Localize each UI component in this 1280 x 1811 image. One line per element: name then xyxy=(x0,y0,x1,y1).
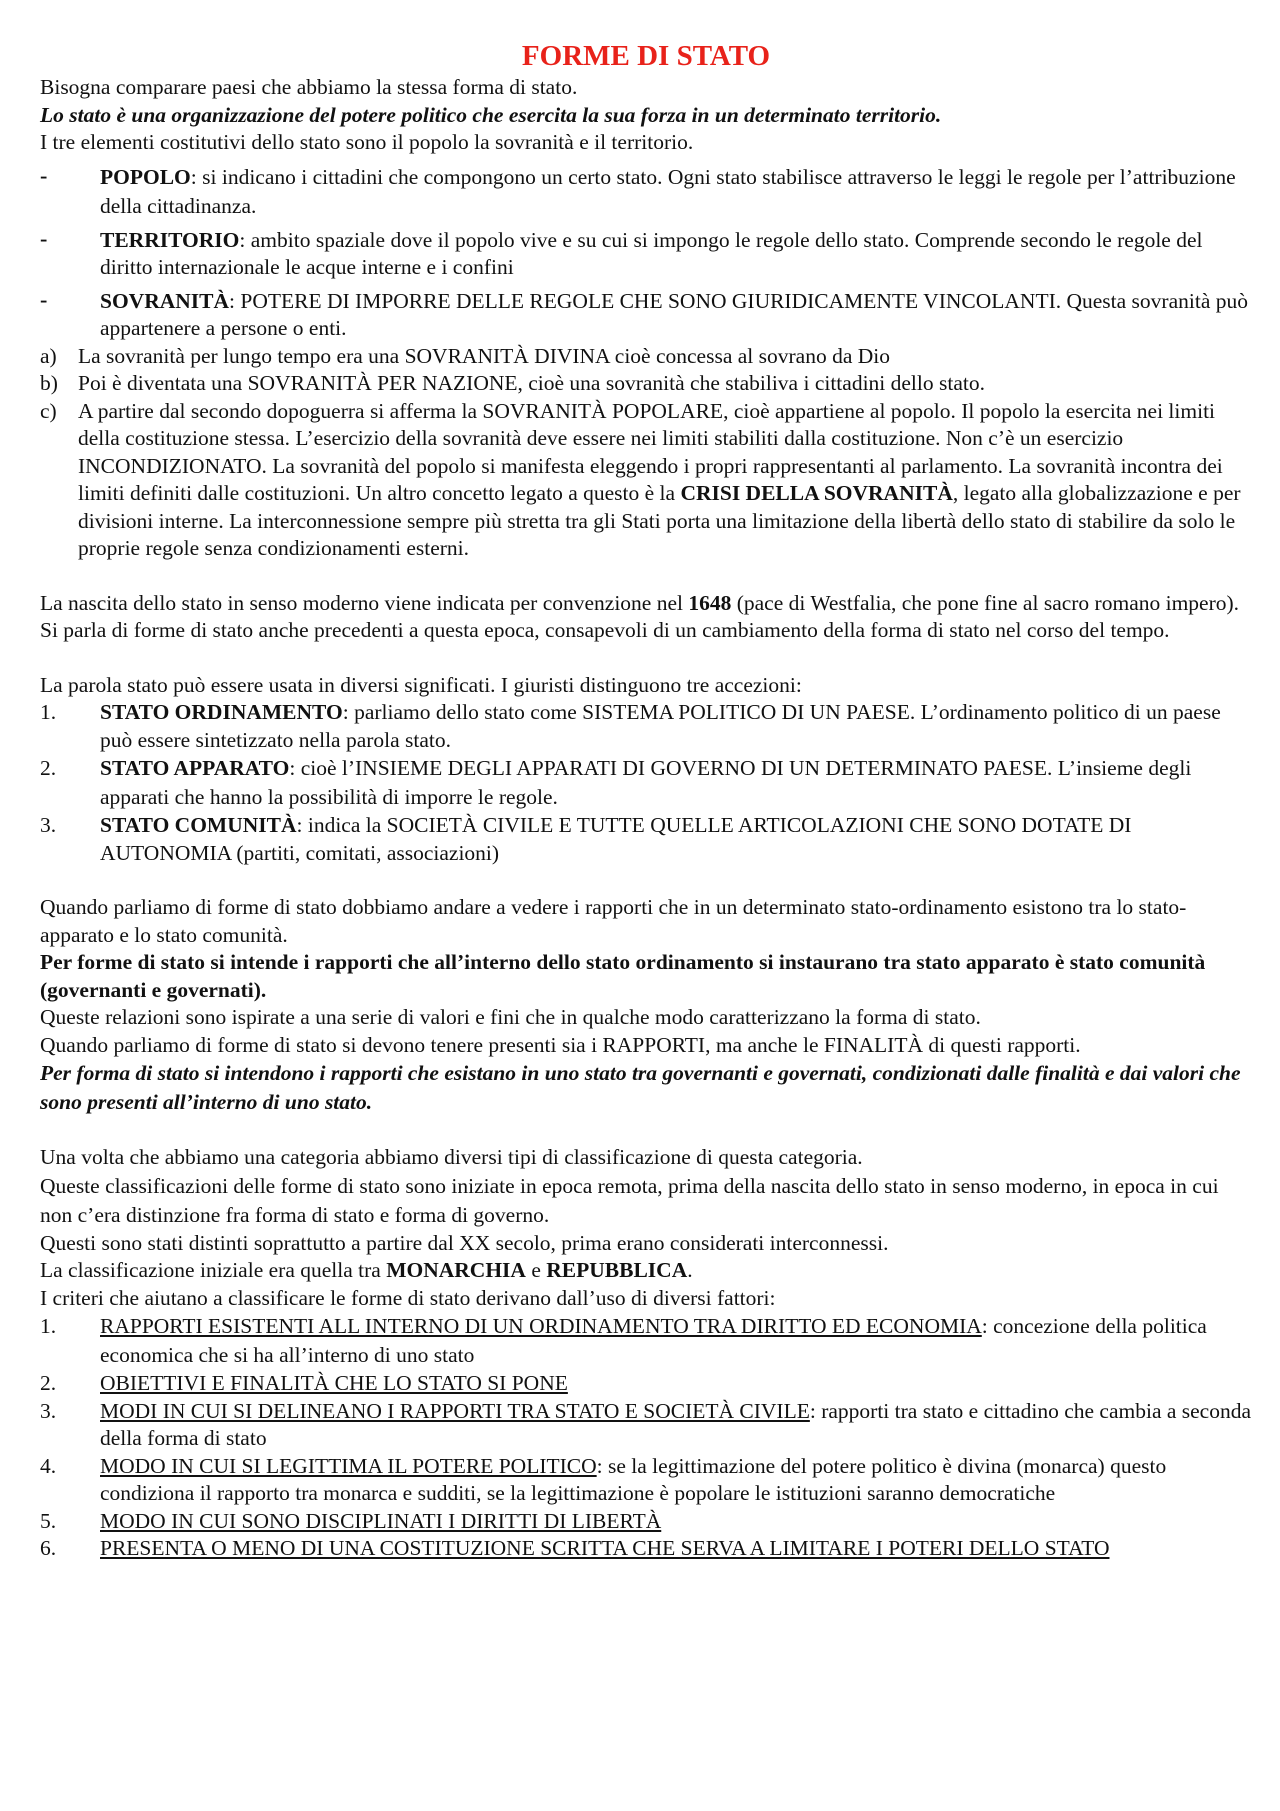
birth-text: La nascita dello stato in senso moderno viene indicata per convenzione nel xyxy=(40,590,689,615)
forms-paragraph: Quando parliamo di forme di stato dobbiamo andare a vedere i rapporti che in un determinato stato-ordinamento esistono tra lo stato- apparato e lo stato comunità. xyxy=(40,895,1187,947)
criteria-heading: OBIETTIVI E FINALITÀ CHE LO STATO SI PONE xyxy=(100,1371,568,1395)
forms-values-paragraph: Queste relazioni sono ispirate a una serie di valori e fini che in qualche modo caratterizzano la forma di stato. xyxy=(40,1005,981,1029)
criteria-item-4 xyxy=(40,1453,1252,1508)
page-title: FORME DI STATO xyxy=(521,40,771,72)
criteria-heading: MODO IN CUI SONO DISCIPLINATI I DIRITTI DI LIBERTÀ xyxy=(100,1508,662,1533)
birth-year: 1648 xyxy=(688,590,732,615)
meaning-term: STATO ORDINAMENTO xyxy=(100,700,343,724)
birth-paragraph xyxy=(40,590,1252,645)
element-text: : POTERE DI IMPORRE DELLE REGOLE CHE SONO GIURIDICAMENTE VINCOLANTI. Questa sovranità può appartenere a persone o enti. xyxy=(100,288,1248,340)
classification-text: La classificazione iniziale era quella tra xyxy=(40,1258,387,1282)
classification-initial xyxy=(40,1257,1252,1285)
criteria-item-1 xyxy=(40,1312,1252,1370)
element-term: TERRITORIO xyxy=(100,227,240,252)
repubblica-term: REPUBBLICA xyxy=(546,1258,688,1282)
criteria-heading: RAPPORTI ESISTENTI ALL INTERNO DI UN ORDINAMENTO TRA DIRITTO ED ECONOMIA xyxy=(100,1314,982,1338)
list-marker: 3. xyxy=(40,1398,57,1423)
list-marker: 1. xyxy=(40,700,57,724)
meaning-item-comunita xyxy=(40,812,1252,867)
list-marker: c) xyxy=(40,398,57,423)
element-text: : ambito spaziale dove il popolo vive e su cui si impongo le regole dello stato. Comprende secondo le regole del diritto internazionale le acque interne e i confini xyxy=(100,227,1203,279)
element-item-popolo xyxy=(40,163,1252,221)
criteria-heading: MODO IN CUI SI LEGITTIMA IL POTERE POLITICO xyxy=(100,1453,597,1478)
element-item-sovranita xyxy=(40,288,1252,343)
sovereignty-item-a xyxy=(40,343,1252,371)
list-marker: 6. xyxy=(40,1536,57,1560)
criteria-text: : rapporti tra stato e cittadino che cambia a seconda della forma di stato xyxy=(100,1398,1252,1450)
list-text: A partire dal secondo dopoguerra si afferma la SOVRANITÀ POPOLARE, cioè appartiene al popolo. Il popolo la esercita nei limiti della costituzione stessa. L’esercizio della sovranità deve essere nei limiti stabiliti dalla costituzione. Non c’è un esercizio INCONDIZIONATO. La sovranità del popolo si manifesta eleggendo i propri rappresentanti al parlamento. La sovranità incontra dei limiti definiti dalle costituzioni. Un altro concetto legato a questo è la xyxy=(78,398,1223,505)
meaning-item-ordinamento xyxy=(40,699,1252,754)
list-text-continued: , legato alla globalizzazione e per divisioni interne. La interconnessione sempre più stretta tra gli Stati porta una limitazione della libertà dello stato di stabilire da solo le proprie regole senza condizionamenti esterni. xyxy=(78,481,1241,560)
monarchia-term: MONARCHIA xyxy=(386,1258,526,1282)
list-marker: 3. xyxy=(40,813,57,837)
intro-paragraph: Bisogna comparare paesi che abbiamo la stessa forma di stato. xyxy=(40,75,578,99)
sovereignty-item-b xyxy=(40,370,1252,398)
element-term: POPOLO xyxy=(100,164,191,189)
criteria-heading: PRESENTA O MENO DI UNA COSTITUZIONE SCRITTA CHE SERVA A LIMITARE I POTERI DELLO STATO xyxy=(100,1536,1110,1560)
list-marker: 5. xyxy=(40,1508,57,1533)
classification-paragraph: Una volta che abbiamo una categoria abbiamo diversi tipi di classificazione di questa categoria. xyxy=(40,1145,863,1169)
intro-elements-sentence: I tre elementi costitutivi dello stato sono il popolo la sovranità e il territorio. xyxy=(40,130,694,154)
criteria-item-3 xyxy=(40,1398,1252,1453)
criteria-intro: I criteri che aiutano a classificare le forme di stato derivano dall’uso di diversi fattori: xyxy=(40,1285,776,1310)
criteria-heading: MODI IN CUI SI DELINEANO I RAPPORTI TRA STATO E SOCIETÀ CIVILE xyxy=(100,1398,810,1423)
classification-period: . xyxy=(687,1258,693,1282)
classification-xx-century: Questi sono stati distinti soprattutto a partire dal XX secolo, prima erano considerati interconnessi. xyxy=(40,1230,889,1255)
list-marker: a) xyxy=(40,343,57,368)
document-page xyxy=(40,38,1252,1563)
list-marker: 4. xyxy=(40,1453,57,1478)
dash-bullet: - xyxy=(40,225,48,251)
crisis-term: CRISI DELLA SOVRANITÀ xyxy=(680,481,953,505)
element-text: : si indicano i cittadini che compongono un certo stato. Ogni stato stabilisce attraverso le leggi le regole per l’attribuzione della cittadinanza. xyxy=(100,164,1236,218)
state-definition: Lo stato è una organizzazione del potere politico che esercita la sua forza in un determinato territorio. xyxy=(40,102,942,127)
element-item-territorio xyxy=(40,227,1252,282)
list-marker: 1. xyxy=(40,1314,57,1338)
meaning-term: STATO APPARATO xyxy=(100,756,290,780)
criteria-item-6 xyxy=(40,1535,1252,1563)
meaning-item-apparato xyxy=(40,754,1252,812)
sovereignty-item-c xyxy=(40,398,1252,563)
list-marker: 2. xyxy=(40,756,57,780)
dash-bullet: - xyxy=(40,286,48,312)
forms-italic-definition: Per forma di stato si intendono i rapporti che esistano in uno stato tra governanti e governati, condizionati dalle finalità e dai valori che sono presenti all’interno di uno stato. xyxy=(40,1061,1241,1114)
birth-text-continued: (pace di Westfalia, che pone fine al sacro romano impero). Si parla di forme di stato anche precedenti a questa epoca, consapevoli di un cambiamento della forma di stato nel corso del tempo. xyxy=(40,590,1240,642)
list-marker: 2. xyxy=(40,1371,57,1395)
meaning-text: : indica la SOCIETÀ CIVILE E TUTTE QUELLE ARTICOLAZIONI CHE SONO DOTATE DI AUTONOMIA (partiti, comitati, associazioni) xyxy=(100,813,1132,865)
list-marker: b) xyxy=(40,371,58,395)
classification-conj: e xyxy=(525,1258,547,1282)
dash-bullet: - xyxy=(40,162,48,188)
list-text: La sovranità per lungo tempo era una SOVRANITÀ DIVINA cioè concessa al sovrano da Dio xyxy=(78,343,890,368)
list-text: Poi è diventata una SOVRANITÀ PER NAZIONE, cioè una sovranità che stabiliva i cittadini dello stato. xyxy=(78,371,985,395)
meaning-text: : cioè l’INSIEME DEGLI APPARATI DI GOVERNO DI UN DETERMINATO PAESE. L’insieme degli apparati che hanno la possibilità di imporre le regole. xyxy=(100,756,1192,809)
forms-bold-definition: Per forme di stato si intende i rapporti che all’interno dello stato ordinamento si instaurano tra stato apparato è stato comunità (governanti e governati). xyxy=(40,950,1206,1002)
element-term: SOVRANITÀ xyxy=(100,288,230,313)
criteria-item-2 xyxy=(40,1370,1252,1398)
criteria-item-5 xyxy=(40,1508,1252,1536)
meaning-term: STATO COMUNITÀ xyxy=(100,813,297,837)
forms-relations-paragraph: Quando parliamo di forme di stato si devono tenere presenti sia i RAPPORTI, ma anche le FINALITÀ di questi rapporti. xyxy=(40,1032,1081,1057)
meaning-text: : parliamo dello stato come SISTEMA POLITICO DI UN PAESE. L’ordinamento politico di un paese può essere sintetizzato nella parola stato. xyxy=(100,700,1221,752)
meanings-intro: La parola stato può essere usata in diversi significati. I giuristi distinguono tre accezioni: xyxy=(40,672,802,697)
classification-history: Queste classificazioni delle forme di stato sono iniziate in epoca remota, prima della nascita dello stato in senso moderno, in epoca in cui non c’era distinzione fra forma di stato e forma di governo. xyxy=(40,1173,1219,1227)
criteria-text: : concezione della politica economica che si ha all’interno di uno stato xyxy=(100,1314,1207,1367)
criteria-text: : se la legittimazione del potere politico è divina (monarca) questo condiziona il rapporto tra monarca e sudditi, se la legittimazione è popolare le istituzioni saranno democratiche xyxy=(100,1453,1167,1505)
